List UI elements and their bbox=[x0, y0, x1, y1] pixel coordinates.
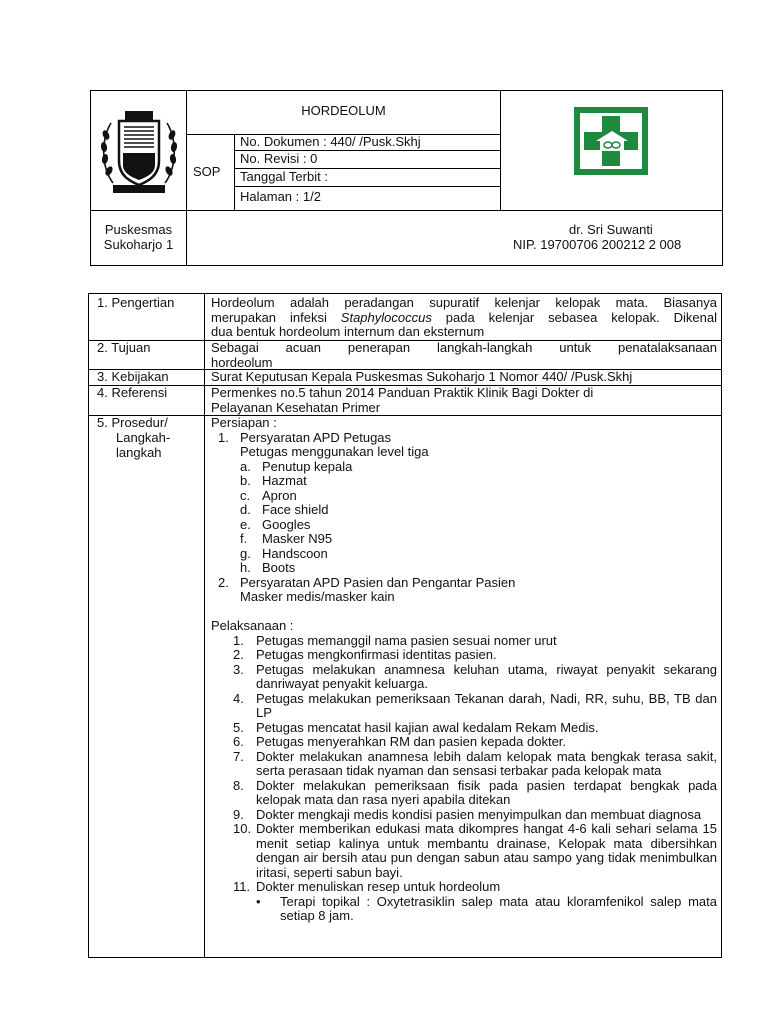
text-line: Sebagai acuan penerapan langkah-langkah untuk penatalaksanaan bbox=[211, 340, 717, 355]
apd-pasien-sub: Masker medis/masker kain bbox=[240, 589, 395, 604]
apd-item bbox=[211, 489, 717, 504]
step-item bbox=[211, 663, 717, 692]
persiapan-heading: Persiapan : bbox=[211, 415, 277, 430]
therapy-item bbox=[211, 895, 717, 924]
spacer bbox=[211, 605, 717, 620]
apd-item bbox=[211, 532, 717, 547]
apd-pasien-title: Persyaratan APD Pasien dan Pengantar Pasien bbox=[240, 574, 516, 590]
list-marker: e. bbox=[240, 516, 251, 532]
step-number: 6. bbox=[233, 734, 244, 749]
step-item bbox=[211, 634, 717, 649]
text-line: dua bentuk hordeolum internum dan eksternum bbox=[211, 324, 485, 339]
pelaksanaan-heading: Pelaksanaan : bbox=[211, 618, 294, 633]
divider bbox=[234, 186, 500, 187]
step-text: Petugas menyerahkan RM dan pasien kepada dokter. bbox=[256, 734, 567, 749]
apd-item-text: Face shield bbox=[262, 502, 329, 517]
row-label-prosedur-2: Langkah- bbox=[116, 430, 171, 445]
step-text: Petugas mencatat hasil kajian awal kedalam Rekam Medis. bbox=[256, 719, 599, 735]
step-item bbox=[211, 750, 717, 779]
document-title: HORDEOLUM bbox=[301, 103, 386, 118]
divider bbox=[186, 210, 187, 265]
row-label-pengertian: 1. Pengertian bbox=[97, 295, 175, 310]
step-text: Dokter memberikan edukasi mata dikompres hangat 4-6 kali sehari selama 15 menit setiap kalinya untuk membantu drainase, Kelopak mata dibersihkan dengan air bersih atau pun dengan sabun atau sampo yang tidak menimbulkan iritasi, seperti sabun bayi. bbox=[256, 821, 717, 880]
kebijakan-text: Surat Keputusan Kepala Puskesmas Sukoharjo 1 Nomor 440/ /Pusk.Skhj bbox=[211, 369, 633, 384]
sop-content-table bbox=[88, 293, 722, 958]
step-item bbox=[211, 721, 717, 736]
step-text: Petugas melakukan anamnesa keluhan utama, riwayat penyakit sekarang danriwayat penyakit keluarga. bbox=[256, 661, 717, 691]
revision-number: No. Revisi : 0 bbox=[240, 151, 318, 166]
list-marker: g. bbox=[240, 545, 251, 561]
signer-nip: NIP. 19700706 200212 2 008 bbox=[513, 237, 682, 252]
apd-item bbox=[211, 474, 717, 489]
apd-petugas-sub: Petugas menggunakan level tiga bbox=[240, 444, 429, 459]
apd-item bbox=[211, 561, 717, 576]
apd-list bbox=[211, 460, 717, 576]
tujuan-text bbox=[211, 341, 717, 370]
text-line: Pelayanan Kesehatan Primer bbox=[211, 399, 381, 415]
apd-item bbox=[211, 547, 717, 562]
step-text: Petugas memanggil nama pasien sesuai nomer urut bbox=[256, 632, 557, 648]
text-line: hordeolum bbox=[211, 354, 273, 370]
text-span: pada kelenjar sebasea kelopak. Dikenal bbox=[431, 309, 717, 325]
apd-item-text: Boots bbox=[262, 560, 296, 575]
step-number: 9. bbox=[233, 806, 244, 822]
step-number: 11. bbox=[233, 879, 251, 894]
puskesmas-cross-logo bbox=[572, 105, 650, 177]
text-span: merupakan infeksi bbox=[211, 309, 341, 325]
text-line: Permenkes no.5 tahun 2014 Panduan Praktik Klinik Bagi Dokter di bbox=[211, 385, 594, 400]
row-label-prosedur: 5. Prosedur/ bbox=[97, 415, 168, 430]
list-marker: f. bbox=[240, 531, 248, 546]
text-line: Hordeolum adalah peradangan supuratif kelenjar kelopak mata. Biasanya bbox=[211, 295, 717, 310]
sop-label: SOP bbox=[193, 164, 221, 179]
list-item bbox=[211, 431, 717, 446]
step-item bbox=[211, 648, 717, 663]
step-item bbox=[211, 692, 717, 721]
list-number: 2. bbox=[218, 574, 229, 590]
therapy-text: Terapi topikal : Oxytetrasiklin salep mata atau kloramfenikol salep mata setiap 8 jam. bbox=[280, 893, 717, 923]
list-number: 1. bbox=[218, 429, 229, 445]
step-number: 1. bbox=[233, 632, 244, 648]
prosedur-content bbox=[211, 416, 717, 924]
text-line bbox=[211, 311, 717, 326]
italic-term: Staphylococcus bbox=[340, 309, 432, 325]
step-number: 7. bbox=[233, 748, 244, 764]
step-number: 3. bbox=[233, 661, 244, 677]
step-text: Petugas melakukan pemeriksaan Tekanan darah, Nadi, RR, suhu, BB, TB dan LP bbox=[256, 690, 717, 720]
apd-item bbox=[211, 460, 717, 475]
header-table bbox=[90, 90, 723, 266]
list-marker: a. bbox=[240, 458, 251, 474]
row-label-kebijakan: 3. Kebijakan bbox=[97, 369, 169, 384]
step-item bbox=[211, 808, 717, 823]
divider bbox=[500, 91, 501, 211]
apd-item-text: Apron bbox=[262, 487, 297, 503]
step-text: Dokter melakukan anamnesa lebih dalam kelopak mata bengkak terasa sakit, serta perasaan tidak nyaman dan sensasi terbakar pada kelopak mata bbox=[256, 748, 717, 778]
step-item bbox=[211, 779, 717, 808]
issue-date: Tanggal Terbit : bbox=[240, 169, 328, 184]
list-marker: b. bbox=[240, 473, 251, 488]
steps-list bbox=[211, 634, 717, 895]
step-number: 4. bbox=[233, 690, 244, 706]
divider bbox=[234, 134, 235, 211]
apd-item-text: Hazmat bbox=[262, 473, 307, 488]
step-text: Petugas mengkonfirmasi identitas pasien. bbox=[256, 647, 497, 662]
apd-item-text: Masker N95 bbox=[262, 531, 333, 546]
org-name-line1: Puskesmas bbox=[104, 222, 173, 237]
list-marker: c. bbox=[240, 487, 251, 503]
list-item bbox=[211, 576, 717, 591]
step-item bbox=[211, 735, 717, 750]
step-item bbox=[211, 822, 717, 880]
list-marker: h. bbox=[240, 560, 251, 575]
signer-name: dr. Sri Suwanti bbox=[569, 222, 653, 237]
referensi-text bbox=[211, 386, 717, 415]
row-label-prosedur-3: langkah bbox=[116, 445, 162, 460]
apd-item-text: Googles bbox=[262, 516, 311, 532]
row-label-referensi: 4. Referensi bbox=[97, 385, 168, 400]
step-number: 2. bbox=[233, 647, 244, 662]
org-name-line2: Sukoharjo 1 bbox=[103, 237, 174, 252]
list-marker: d. bbox=[240, 502, 251, 517]
apd-item bbox=[211, 518, 717, 533]
step-number: 10. bbox=[233, 821, 252, 836]
step-text: Dokter mengkaji medis kondisi pasien menyimpulkan dan membuat diagnosa bbox=[256, 806, 702, 822]
divider bbox=[204, 294, 205, 957]
row-label-tujuan: 2. Tujuan bbox=[97, 340, 151, 355]
apd-item-text: Handscoon bbox=[262, 545, 328, 561]
pengertian-text bbox=[211, 296, 717, 340]
apd-petugas-title: Persyaratan APD Petugas bbox=[240, 429, 392, 445]
step-number: 5. bbox=[233, 719, 244, 735]
regional-seal-logo bbox=[99, 105, 179, 197]
step-number: 8. bbox=[233, 777, 244, 793]
step-text: Dokter menuliskan resep untuk hordeolum bbox=[256, 879, 501, 894]
step-item bbox=[211, 880, 717, 895]
bullet: • bbox=[256, 893, 261, 909]
step-text: Dokter melakukan pemeriksaan fisik pada pasien terdapat bengkak pada kelopak mata dan rasa nyeri apabila ditekan bbox=[256, 777, 717, 807]
apd-item-text: Penutup kepala bbox=[262, 458, 353, 474]
page-number: Halaman : 1/2 bbox=[240, 189, 321, 204]
apd-item bbox=[211, 503, 717, 518]
document-number: No. Dokumen : 440/ /Pusk.Skhj bbox=[240, 134, 421, 149]
